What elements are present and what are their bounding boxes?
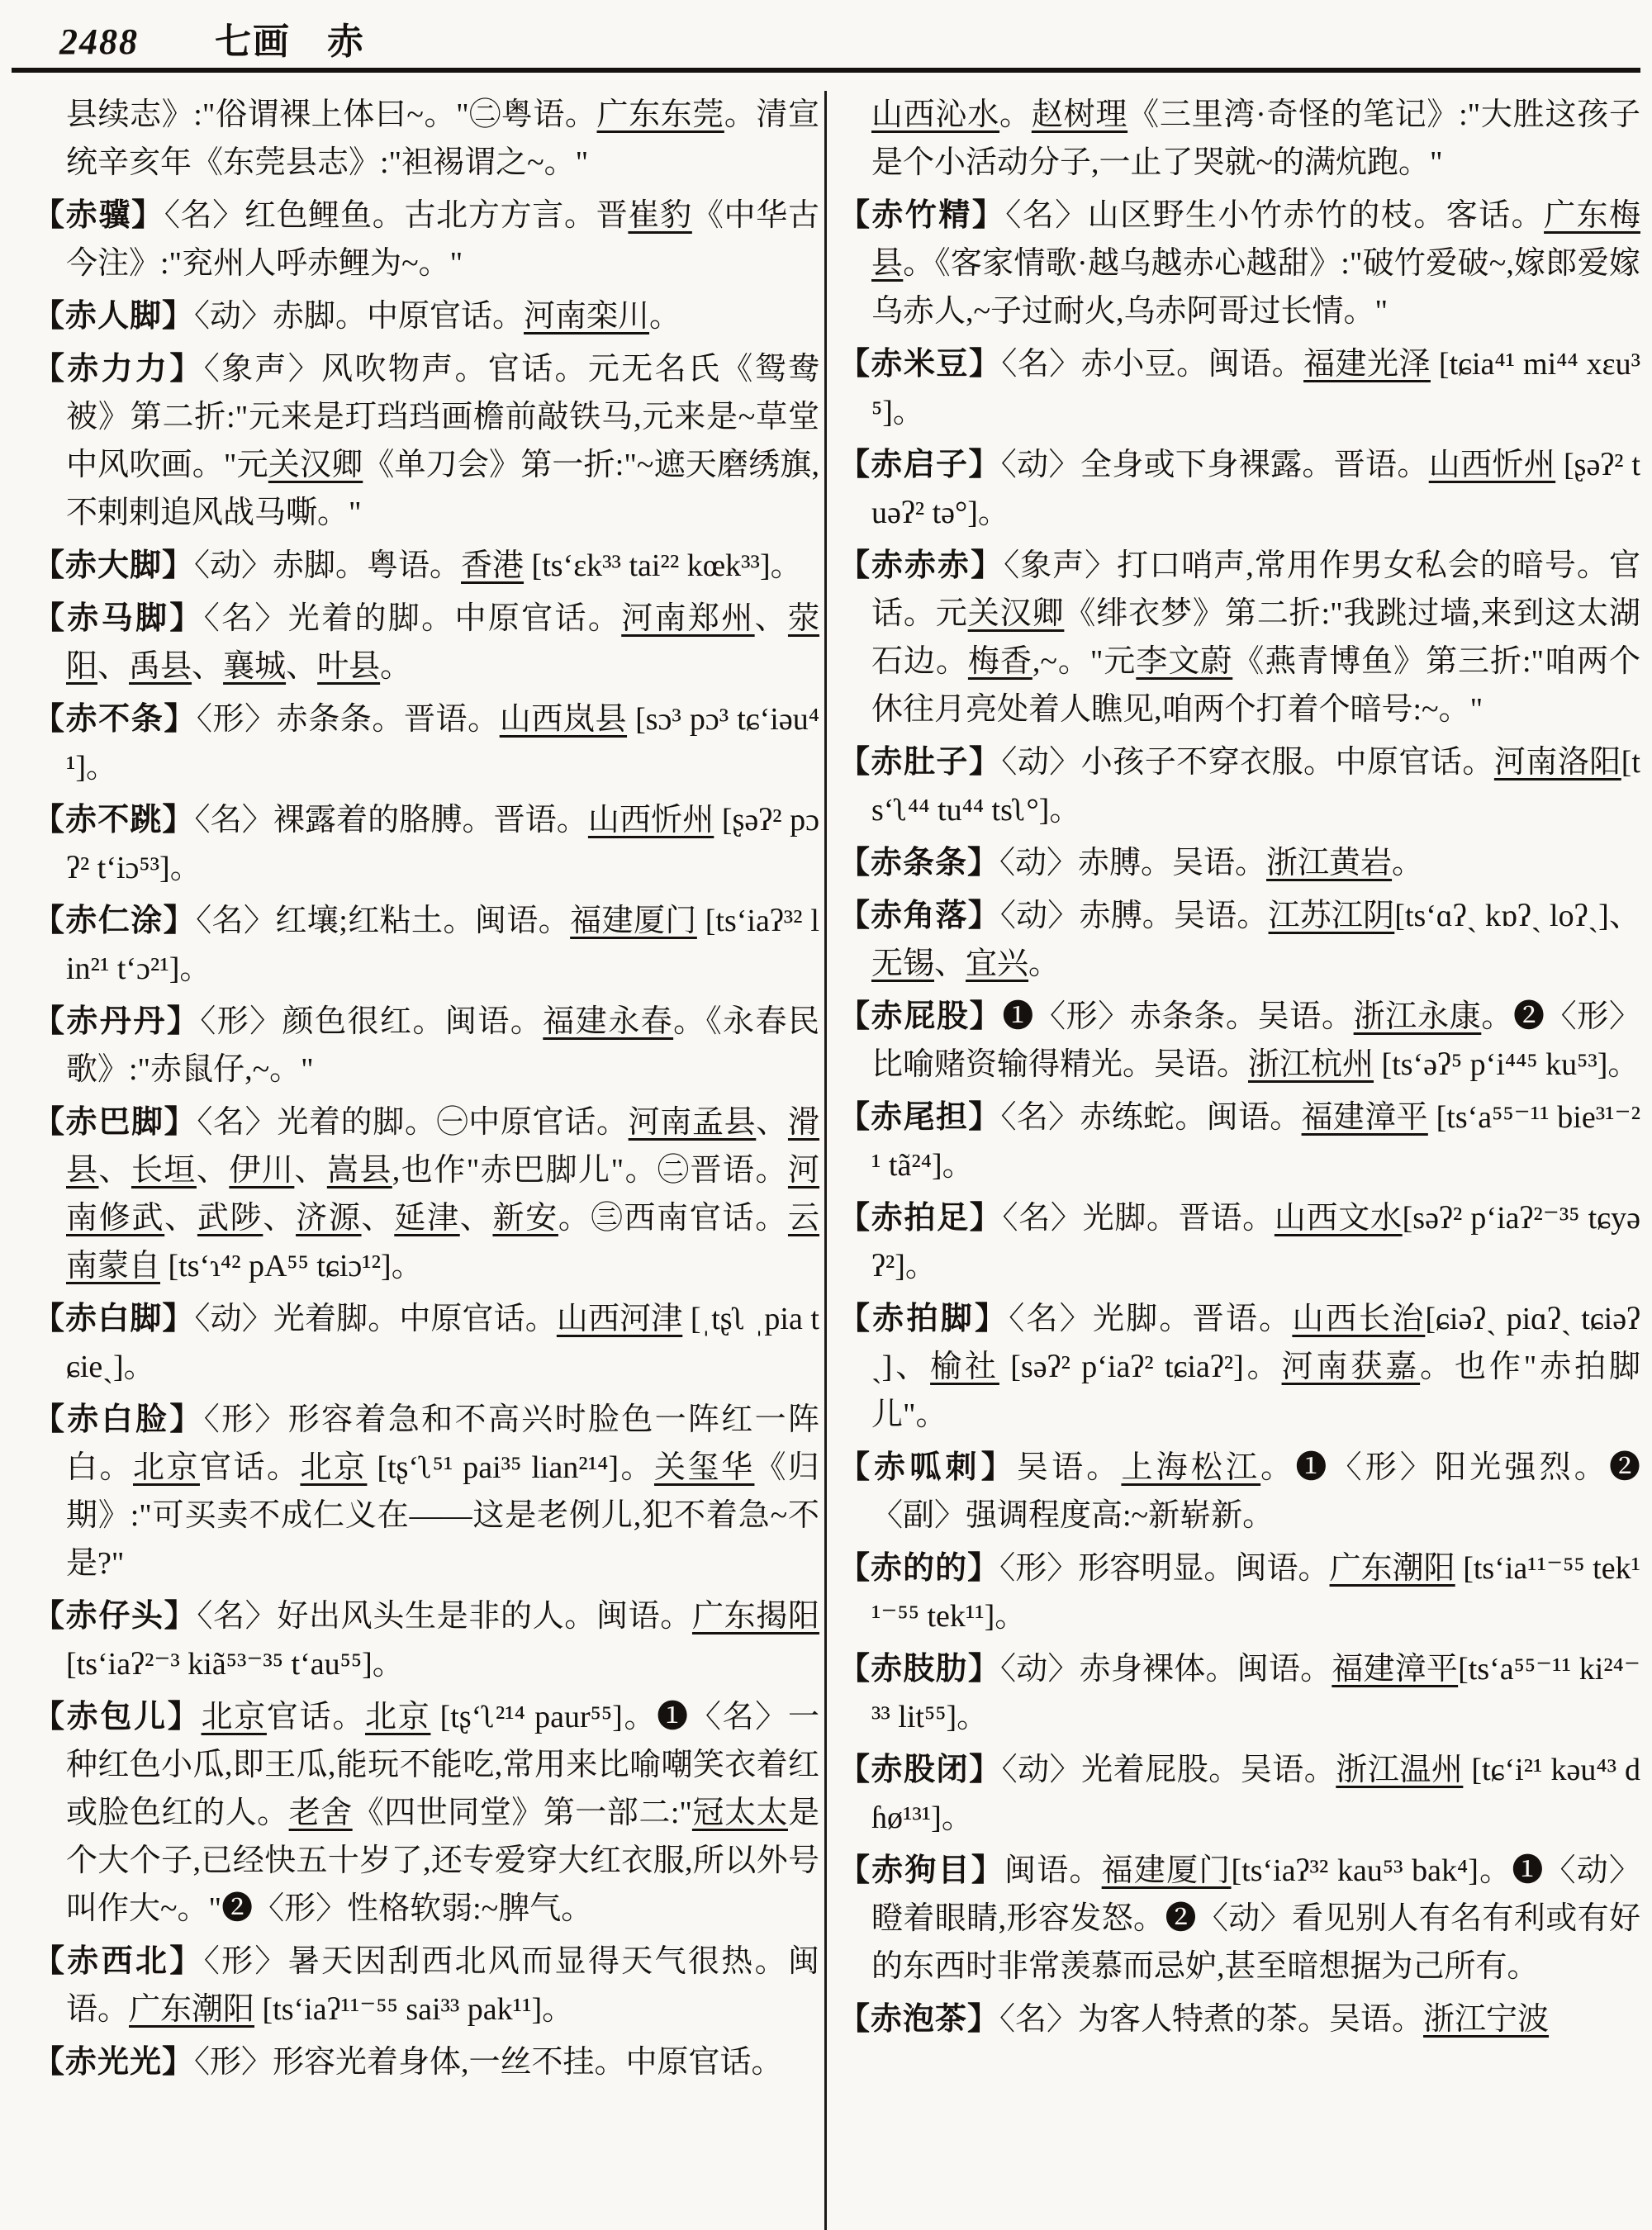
dictionary-entry [33, 192, 819, 287]
dictionary-entry [838, 1544, 1640, 1640]
entry-headword: 【赤丹丹】 [33, 1004, 201, 1039]
entry-body: 〈动〉全身或下身裸露。晋语。山西忻州 [ʂəʔ² tuəʔ² tə°]。 [871, 448, 1640, 530]
entry-headword: 【赤拍足】 [838, 1201, 1003, 1236]
entry-headword: 【赤人脚】 [33, 299, 195, 334]
entry-headword: 【赤仁涂】 [33, 904, 197, 938]
dictionary-entry [838, 1194, 1640, 1290]
entry-body: 闽语。福建厦门[tsʻiaʔ³² kau⁵³ bak⁴]。❶〈动〉瞪着眼睛,形容发怒。❷〈动〉看见别人有名有利或有好的东西时非常羡慕而忌妒,甚至暗想据为己所有。 [871, 1853, 1640, 1984]
entry-headword: 【赤条条】 [838, 846, 1000, 880]
entry-headword: 【赤肢肋】 [838, 1652, 1001, 1687]
column-divider [824, 91, 827, 2230]
entry-body: 〈名〉好出风头生是非的人。闽语。广东揭阳[tsʻiaʔ²⁻³ kiã⁵³⁻³⁵ tʻau⁵⁵]。 [66, 1599, 819, 1682]
dictionary-entry [838, 892, 1640, 988]
section-label: 七画 [215, 21, 291, 62]
dictionary-entry [33, 91, 819, 187]
entry-body: 〈名〉为客人特煮的茶。吴语。浙江宁波 [999, 2002, 1550, 2037]
dictionary-entry [838, 1746, 1640, 1842]
page-header [59, 12, 365, 64]
entry-headword: 【赤狗目】 [838, 1853, 1005, 1888]
dictionary-entry [33, 542, 819, 590]
entry-headword: 【赤马脚】 [33, 601, 204, 636]
left-column [33, 91, 819, 2230]
dictionary-entry [838, 1094, 1640, 1189]
dictionary-entry [838, 738, 1640, 834]
dictionary-entry [838, 340, 1640, 436]
dictionary-entry [33, 695, 819, 791]
dictionary-entry [33, 897, 819, 993]
entry-body: 〈象声〉风吹物声。官话。元无名氏《鸳鸯被》第二折:"元来是玎珰珰画檐前敲铁马,元来是~草堂中风吹画。"元关汉卿《单刀会》第一折:"~遮天磨绣旗,不剌剌追风战马嘶。" [66, 352, 819, 530]
dictionary-entry [838, 542, 1640, 733]
entry-headword: 【赤泡茶】 [838, 2002, 1000, 2037]
entry-headword: 【赤呱刺】 [838, 1450, 1017, 1485]
dictionary-entry [838, 192, 1640, 335]
entry-body: 〈形〉形容明显。闽语。广东潮阳 [tsʻia¹¹⁻⁵⁵ tek¹¹⁻⁵⁵ tek¹¹]。 [871, 1551, 1640, 1634]
dictionary-entry [838, 1645, 1640, 1741]
entry-body: ❶〈形〉赤条条。吴语。浙江永康。❷〈形〉比喻赌资输得精光。吴语。浙江杭州 [tsʻəʔ⁵ pʻi⁴⁴⁵ ku⁵³]。 [871, 999, 1640, 1082]
entry-body: 〈象声〉打口哨声,常用作男女私会的暗号。官话。元关汉卿《绯衣梦》第二折:"我跳过墙,来到这太湖石边。梅香,~。"元李文蔚《燕青博鱼》第三折:"咱两个休往月亮处着人瞧见,咱两个打着个暗号:~。" [871, 548, 1640, 727]
entry-body: 〈名〉赤小豆。闽语。福建光泽 [tɕia⁴¹ mi⁴⁴ xɛu³⁵]。 [871, 347, 1640, 429]
entry-headword: 【赤肚子】 [838, 745, 1002, 780]
dictionary-entry [33, 2038, 819, 2086]
dictionary-entry [33, 595, 819, 690]
entry-body: 北京官话。北京 [tʂʻʅ²¹⁴ paur⁵⁵]。❶〈名〉一种红色小瓜,即王瓜,能玩不能吃,常用来比喻嘲笑衣着红或脸色红的人。老舍《四世同堂》第一部二:"冠太太是个大个子,已经快五十岁了,还专爱穿大红衣服,所以外号叫作大~。"❷〈形〉性格软弱:~脾气。 [66, 1700, 819, 1926]
entry-body: 吴语。上海松江。❶〈形〉阳光强烈。❷〈副〉强调程度高:~新崭新。 [871, 1450, 1640, 1533]
dictionary-entry [838, 993, 1640, 1089]
entry-body: 〈名〉红壤;红粘土。闽语。福建厦门 [tsʻiaʔ³² lin²¹ tʻɔ²¹]。 [66, 904, 819, 986]
entry-body: 〈名〉光着的脚。中原官话。河南郑州、荥阳、禹县、襄城、叶县。 [66, 601, 819, 684]
entry-body: 县续志》:"俗谓裸上体曰~。"㊁粤语。广东东莞。清宣统辛亥年《东莞县志》:"袒裼谓之~。" [66, 97, 819, 180]
entry-headword: 【赤巴脚】 [33, 1105, 197, 1140]
dictionary-entry [838, 1995, 1640, 2043]
page-number: 2488 [59, 21, 139, 62]
entry-headword: 【赤赤赤】 [838, 548, 1004, 583]
dictionary-entry [838, 1295, 1640, 1439]
dictionary-entry [838, 1847, 1640, 1990]
entry-body: 〈名〉山区野生小竹赤竹的枝。客话。广东梅县。《客家情歌·越乌越赤心越甜》:"破竹爱破~,嫁郎爱嫁乌赤人,~子过耐火,乌赤阿哥过长情。" [871, 198, 1640, 329]
page-columns [33, 91, 1640, 2230]
entry-headword: 【赤拍脚】 [838, 1302, 1009, 1336]
entry-headword: 【赤骥】 [33, 198, 164, 233]
entry-body: 〈名〉光着的脚。㊀中原官话。河南孟县、滑县、长垣、伊川、嵩县,也作"赤巴脚儿"。㊁晋语。河南修武、武陟、济源、延津、新安。㊂西南官话。云南蒙自 [tsʻɿ⁴² pA⁵⁵ tɕiɔ¹²]。 [66, 1105, 819, 1283]
entry-body: 〈名〉红色鲤鱼。古北方方言。晋崔豹《中华古今注》:"兖州人呼赤鲤为~。" [66, 198, 819, 281]
entry-body: 〈形〉暑天因刮西北风而显得天气很热。闽语。广东潮阳 [tsʻiaʔ¹¹⁻⁵⁵ sai³³ pak¹¹]。 [66, 1944, 819, 2027]
dictionary-entry [838, 91, 1640, 187]
entry-headword: 【赤力力】 [33, 352, 204, 387]
dictionary-entry [33, 345, 819, 537]
entry-headword: 【赤启子】 [838, 448, 1001, 482]
dictionary-entry [33, 1295, 819, 1391]
entry-headword: 【赤竹精】 [838, 198, 1006, 233]
dictionary-entry [838, 1444, 1640, 1540]
entry-headword: 【赤尾担】 [838, 1100, 1001, 1135]
entry-headword: 【赤白脸】 [33, 1402, 204, 1437]
entry-headword: 【赤的的】 [838, 1551, 1000, 1586]
entry-body: 〈形〉赤条条。晋语。山西岚县 [sɔ³ pɔ³ tɕʻiəu⁴¹]。 [66, 702, 819, 785]
dictionary-entry [33, 1938, 819, 2033]
entry-headword: 【赤大脚】 [33, 548, 195, 583]
entry-body: 〈动〉赤膊。吴语。江苏江阴[tsʻɑʔˏ kɒʔˏ loʔˏ]、无锡、宜兴。 [871, 899, 1640, 981]
dictionary-entry [33, 292, 819, 340]
entry-body: 〈形〉形容着急和不高兴时脸色一阵红一阵白。北京官话。北京 [tʂʻʅ⁵¹ pai³⁵ lian²¹⁴]。关玺华《归期》:"可买卖不成仁义在——这是老例儿,犯不着急~不是?" [66, 1402, 819, 1581]
right-column [838, 91, 1640, 2230]
entry-headword: 【赤米豆】 [838, 347, 1002, 382]
entry-body: 〈动〉赤脚。中原官话。河南栾川。 [194, 299, 681, 334]
entry-body: 〈动〉光着屁股。吴语。浙江温州 [tɕʻi²¹ kəu⁴³ dɦø¹³¹]。 [871, 1753, 1640, 1835]
entry-headword: 【赤白脚】 [33, 1302, 195, 1336]
entry-body: 〈名〉裸露着的胳膊。晋语。山西忻州 [ʂəʔ² pɔʔ² tʻiɔ⁵³]。 [66, 803, 819, 885]
entry-headword: 【赤光光】 [33, 2045, 195, 2080]
entry-body: 山西沁水。赵树理《三里湾·奇怪的笔记》:"大胜这孩子是个小活动分子,一止了哭就~的满炕跑。" [871, 97, 1640, 180]
entry-body: 〈名〉赤练蛇。闽语。福建漳平 [tsʻa⁵⁵⁻¹¹ bie³¹⁻²¹ tã²⁴]。 [871, 1100, 1640, 1183]
entry-body: 〈形〉形容光着身体,一丝不挂。中原官话。 [194, 2045, 783, 2080]
dictionary-entry [33, 1098, 819, 1290]
entry-headword: 【赤西北】 [33, 1944, 204, 1979]
dictionary-entry [838, 441, 1640, 537]
dictionary-entry [838, 839, 1640, 887]
entry-body: 〈动〉赤身裸体。闽语。福建漳平[tsʻa⁵⁵⁻¹¹ ki²⁴⁻³³ lit⁵⁵]。 [871, 1652, 1640, 1734]
dictionary-entry [33, 1592, 819, 1688]
dictionary-entry [33, 1693, 819, 1933]
entry-headword: 【赤不跳】 [33, 803, 195, 837]
entry-headword: 【赤仔头】 [33, 1599, 197, 1634]
entry-headword: 【赤屁股】 [838, 999, 1003, 1034]
entry-headword: 【赤包儿】 [33, 1700, 202, 1734]
entry-headword: 【赤股闭】 [838, 1753, 1002, 1787]
entry-body: 〈名〉光脚。晋语。山西长治[ɕiəʔˏ piɑʔˏ tɕiəʔˏ]、榆社 [səʔ² pʻiaʔ² tɕiaʔ²]。河南获嘉。也作"赤拍脚儿"。 [871, 1302, 1640, 1432]
entry-headword: 【赤不条】 [33, 702, 197, 737]
entry-headword: 【赤角落】 [838, 899, 1000, 933]
entry-body: 〈动〉小孩子不穿衣服。中原官话。河南洛阳[tsʻʅ⁴⁴ tu⁴⁴ tsʅ°]。 [871, 745, 1640, 828]
entry-body: 〈动〉赤膊。吴语。浙江黄岩。 [999, 846, 1424, 880]
header-rule [12, 68, 1640, 73]
radical-label: 赤 [327, 21, 365, 62]
entry-body: 〈动〉光着脚。中原官话。山西河津 [ˌtʂʅ ˌpia tɕieˏ]。 [66, 1302, 819, 1384]
dictionary-entry [33, 998, 819, 1094]
entry-body: 〈名〉光脚。晋语。山西文水[səʔ² pʻiaʔ²⁻³⁵ tɕyəʔ²]。 [871, 1201, 1640, 1283]
dictionary-entry [33, 1396, 819, 1587]
entry-body: 〈动〉赤脚。粤语。香港 [tsʻɛk³³ tai²² kœk³³]。 [194, 548, 802, 583]
dictionary-entry [33, 796, 819, 892]
entry-body: 〈形〉颜色很红。闽语。福建永春。《永春民歌》:"赤鼠仔,~。" [66, 1004, 819, 1087]
